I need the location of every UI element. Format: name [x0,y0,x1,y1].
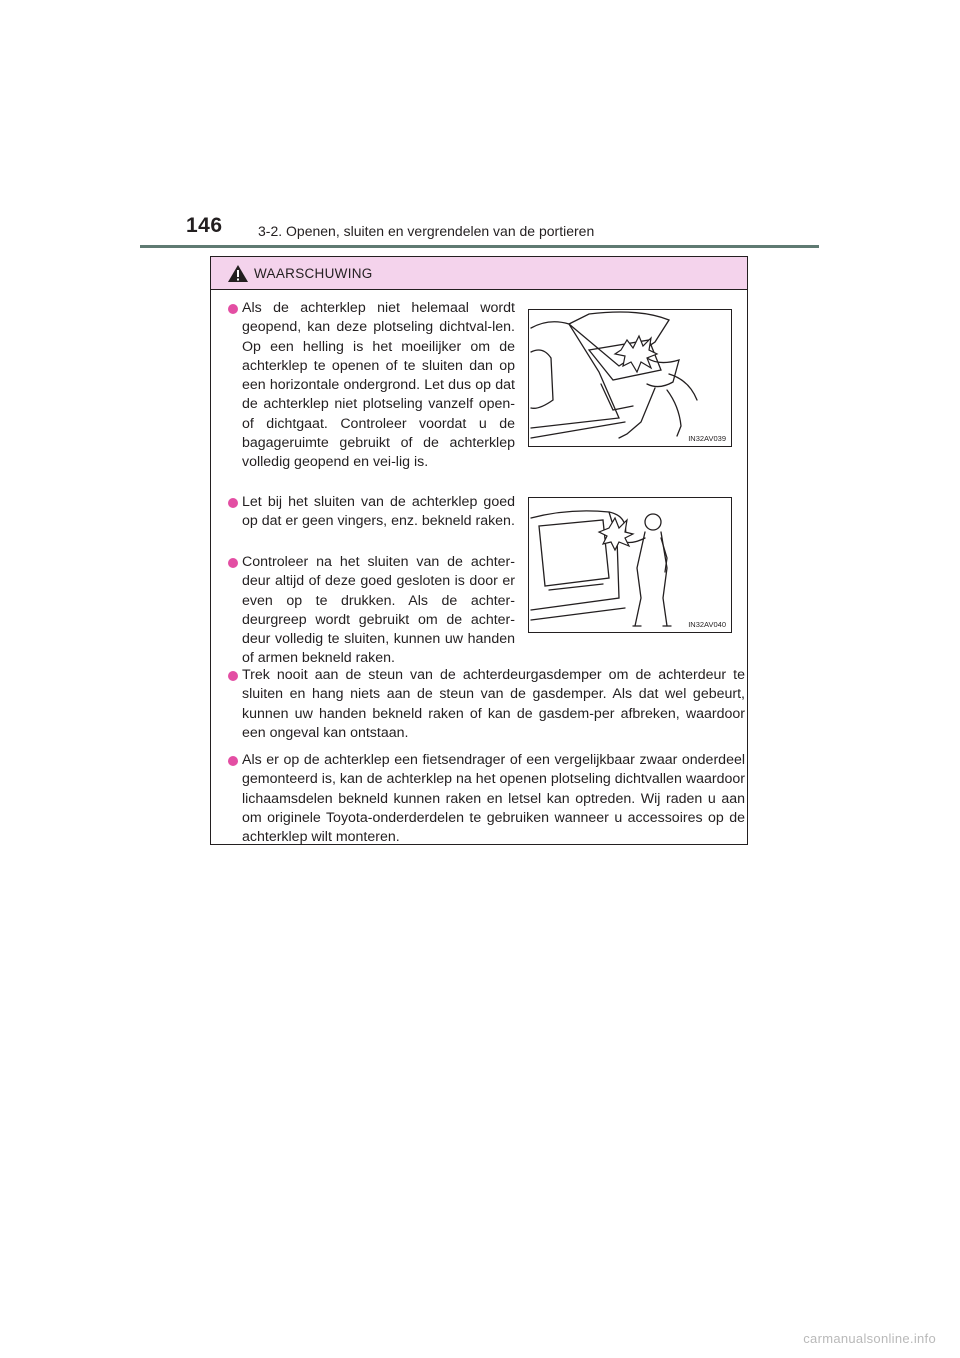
warning-item [228,666,745,743]
warning-box [210,256,748,845]
figure-code: IN32AV040 [688,620,726,629]
bullet-icon [228,671,238,681]
bullet-icon [228,498,238,508]
illustration-tailgate-falling [528,309,732,447]
warning-item-text: Trek nooit aan de steun van de achterdeurgasdemper om de achterdeur te sluiten en hang niets aan de steun van de gasdemper. Als dat wel gebeurt, kunnen uw handen bekneld raken of kan de gasdem-per afbreken, waardoor een ongeval kan ontstaan. [242,667,745,741]
footer-brand: carmanualsonline.info [803,1331,936,1346]
bullet-icon [228,756,238,766]
warning-item-text: Let bij het sluiten van de achterklep goed op dat er geen vingers, enz. bekneld raken. [242,494,515,530]
warning-item-text: Controleer na het sluiten van de achter-deur altijd of deze goed gesloten is door er even op te drukken. Als de achter-deurgreep wordt gebruikt om de achter-deur volledig te sluiten, kunnen uw handen of armen bekneld raken. [242,554,515,667]
warning-item [228,751,745,847]
bullet-icon [228,304,238,314]
warning-item [228,493,515,532]
warning-item-text: Als de achterklep niet helemaal wordt geopend, kan deze plotseling dichtval-len. Op een helling is het moeilijker om de achterklep te openen of te sluiten dan op een horizontale ondergrond. Let dus op dat de achterklep niet plotseling vanzelf open- of dichtgaat. Controleer voordat u de bagageruimte gebruikt of de achterklep volledig geopend en vei-lig is. [242,300,515,471]
warning-item-text: Als er op de achterklep een fietsendrager of een vergelijkbaar zwaar onderdeel gemonteerd is, kan de achterklep na het openen plotseling dichtvallen waardoor lichaamsdelen bekneld kunnen raken en letsel kan optreden. Wij raden u aan om originele Toyota-onderderdelen te gebruiken wanneer u accessoires op de achterklep wilt monteren. [242,752,745,846]
tailgate-falling-drawing [529,310,731,446]
warning-title: WAARSCHUWING [254,266,373,281]
page-number: 146 [186,214,223,237]
warning-item [228,299,515,473]
illustration-door-closing [528,497,732,633]
header-rule [140,245,819,248]
section-title: 3-2. Openen, sluiten en vergrendelen van de portieren [258,223,595,239]
warning-header [211,257,747,290]
figure-code: IN32AV039 [688,434,726,443]
bullet-icon [228,558,238,568]
door-closing-drawing [529,498,731,632]
warning-triangle-icon [228,265,248,282]
warning-item [228,553,515,669]
